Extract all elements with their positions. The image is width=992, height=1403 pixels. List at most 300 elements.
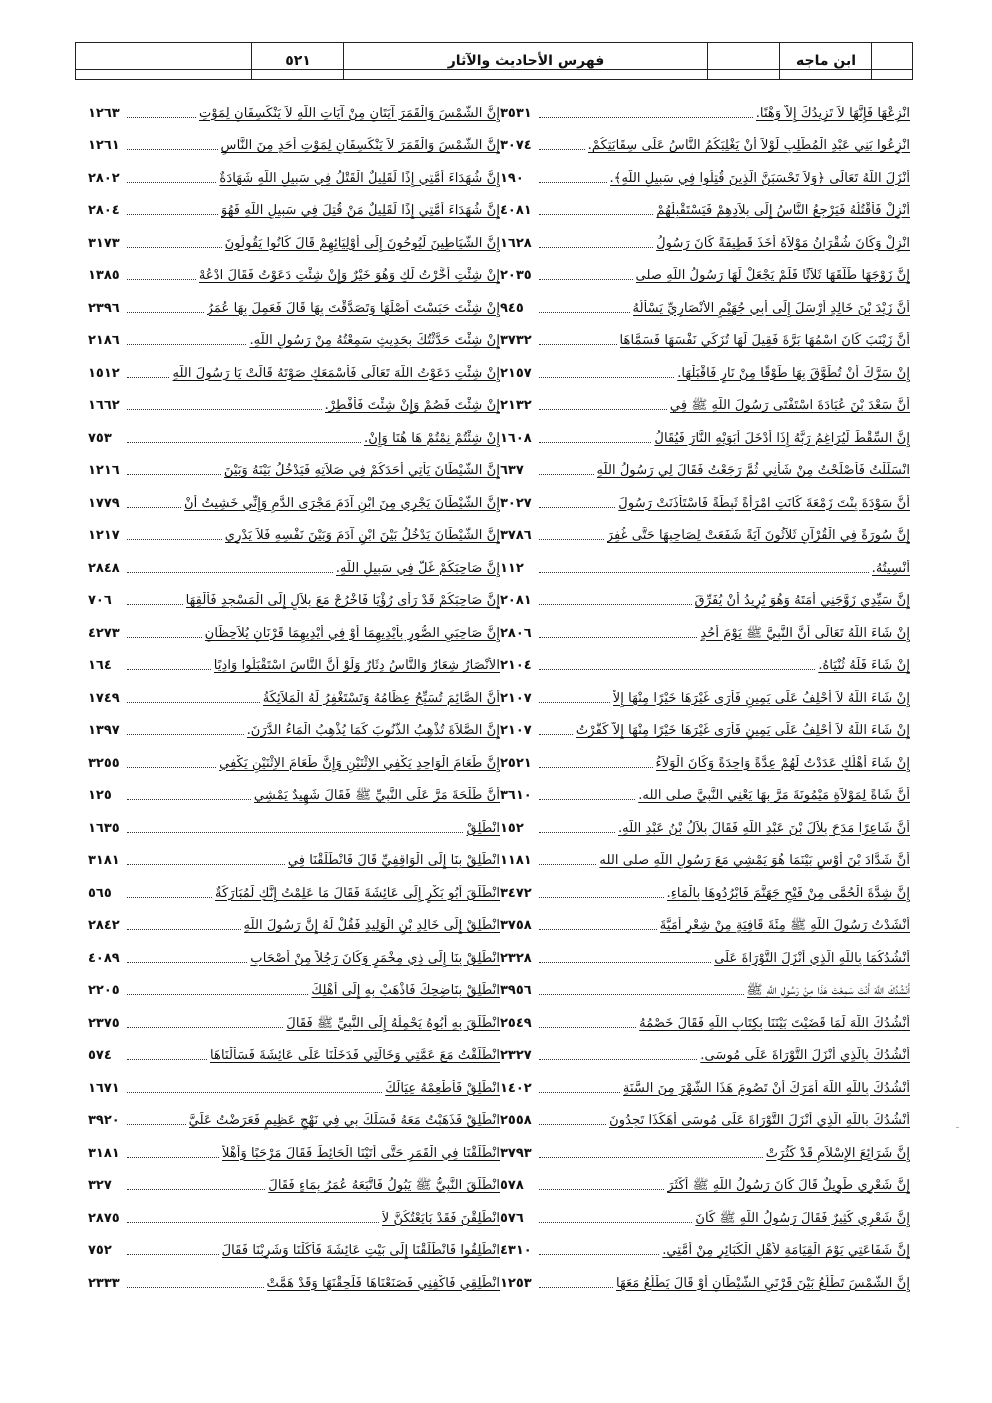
hadith-number: ٣٤٧٢: [500, 885, 532, 901]
leader-dots: [127, 507, 181, 508]
leader-dots: [539, 279, 633, 280]
hadith-number: ٤٠٨١: [500, 203, 532, 218]
hadith-number: ١٣٨٥: [88, 268, 120, 283]
hadith-number: ٢٨٠٤: [88, 203, 120, 218]
hadith-incipit: إِنْ شَاءَ اللَّهُ لاَ أَحْلِفُ عَلَى يَمِينٍ فَأَرَى غَيْرَهَا خَيْرًا مِنْهَا إِلاَّ: [612, 690, 910, 706]
header-blank: [708, 43, 780, 79]
hadith-number: ٢١٠٧: [500, 690, 532, 706]
leader-dots: [127, 214, 218, 215]
hadith-number: ١٤٠٢: [500, 1080, 532, 1096]
hadith-number: ٢٨٤٨: [88, 560, 120, 576]
leader-dots: [539, 572, 869, 573]
hadith-incipit: انْطَلِقْ بِنَا إِلَى ذِي مِخْمَرٍ وَكَانَ رَجُلاً مِنْ أَصْحَابِ: [250, 950, 500, 966]
hadith-number: ١٢١٦: [88, 463, 120, 478]
hadith-incipit: إِنَّ الشَّمْسَ وَالْقَمَرَ لاَ يَنْكَسِفَانِ لِمَوْتِ أَحَدٍ مِنَ النَّاسِ: [220, 138, 500, 153]
leader-dots: [539, 247, 653, 248]
leader-dots: [539, 377, 674, 378]
index-entry: [88, 383, 500, 416]
hadith-incipit: إِنَّ شَعْرِي كَثِيرٌ فَقَالَ رَسُولُ اللَّهِ ﷺ كَانَ: [695, 1210, 910, 1226]
hadith-number: ٢٨٤٢: [88, 918, 120, 933]
hadith-number: ٢٨٠٦: [500, 625, 532, 641]
index-entry: [88, 1163, 500, 1196]
leader-dots: [539, 539, 604, 540]
hadith-incipit: أَنْشُدُكَ اللَّهَ لَمَا قَضَيْتَ بَيْنَنَا بِكِتَابِ اللَّهِ فَقَالَ خَصْمُهُ: [639, 1015, 910, 1031]
leader-dots: [127, 767, 216, 768]
index-entry: [88, 643, 500, 676]
leader-dots: [539, 1222, 692, 1223]
leader-dots: [127, 409, 322, 410]
leader-dots: [539, 1189, 664, 1190]
hadith-number: ٦٣٧: [500, 463, 524, 478]
hadith-incipit: إِنَّ طَعَامَ الْوَاحِدِ يَكْفِي الاِثْنَيْنِ وَإِنَّ طَعَامَ الاِثْنَيْنِ يَكْفِي: [219, 755, 500, 771]
leader-dots: [539, 1027, 636, 1028]
hadith-number: ٥٦٥: [88, 885, 112, 901]
hadith-number: ٧٠٦: [88, 593, 112, 608]
leader-dots: [127, 247, 222, 248]
margin-mark: ـ: [956, 1120, 959, 1131]
hadith-incipit: إِنَّ شِدَّةَ الْحُمَّى مِنْ فَيْحِ جَهَنَّمَ فَابْرُدُوهَا بِالْمَاءِ.: [666, 885, 910, 901]
page-number: ٥٢١: [285, 53, 311, 69]
index-entry: [500, 903, 910, 936]
hadith-incipit: إِنَّ صَاحِبَكُمْ قَدْ رَأَى رُؤْيَا فَاخْرُجْ مَعَ بِلاَلٍ إِلَى الْمَسْجِدِ فَأَلْقِهَا: [185, 593, 500, 608]
index-entry: [500, 90, 910, 123]
hadith-incipit: أَنَّ زَيْدَ بْنَ خَالِدٍ أَرْسَلَ إِلَى أَبِي جُهَيْمٍ الأَنْصَارِيِّ يَسْأَلُهُ: [632, 300, 910, 316]
leader-dots: [539, 734, 573, 735]
leader-dots: [127, 1287, 264, 1288]
hadith-number: ٤٢٧٣: [88, 625, 120, 641]
hadith-incipit: إِنَّ السِّقْطَ لَيُرَاغِمُ رَبَّهُ إِذَا أَدْخَلَ أَبَوَيْهِ النَّارَ فَيُقَالُ: [654, 430, 910, 446]
leader-dots: [539, 1254, 659, 1255]
hadith-number: ٢٥٥٨: [500, 1113, 532, 1128]
index-entry: [88, 318, 500, 351]
leader-dots: [539, 409, 667, 410]
hadith-incipit: إِنَّ صَاحِبَيِ الصُّورِ بِأَيْدِيهِمَا أَوْ فِي أَيْدِيهِمَا قَرْنَانِ يُلاَحِظَانِ: [204, 625, 500, 641]
leader-dots: [127, 1124, 186, 1125]
index-entry: [88, 1195, 500, 1228]
leader-dots: [539, 1059, 697, 1060]
leader-dots: [127, 344, 246, 345]
hadith-incipit: إِنَّ صَاحِبَكُمْ غَلَّ فِي سَبِيلِ اللَّهِ.: [335, 560, 500, 576]
index-entry: [88, 285, 500, 318]
index-entry: [88, 1065, 500, 1098]
hadith-incipit: إِنْ شَاءَ اللَّهُ لاَ أَحْلِفُ عَلَى يَمِينٍ فَأَرَى غَيْرَهَا خَيْرًا مِنْهَا إِلاَّ كَفَّرْتُ: [575, 723, 910, 738]
index-entry: [500, 1228, 910, 1261]
index-entry: [88, 1130, 500, 1163]
leader-dots: [127, 1254, 219, 1255]
index-entry: [500, 968, 910, 1001]
index-entry: [500, 285, 910, 318]
index-entry: [500, 253, 910, 286]
index-entry: [88, 448, 500, 481]
hadith-number: ١٦٢٨: [500, 235, 532, 251]
leader-dots: [539, 994, 744, 995]
hadith-incipit: انْزِعُوا بَنِي عَبْدِ الْمُطَّلِبِ لَوْلاَ أَنْ يَغْلِبَكُمُ النَّاسُ عَلَى سِقَايَتِكُمْ.: [587, 138, 910, 153]
hadith-incipit: إِنَّ الشَّيْطَانَ يَدْخُلُ بَيْنَ ابْنِ آدَمَ وَبَيْنَ نَفْسِهِ فَلاَ يَدْرِي: [224, 528, 500, 543]
hadith-incipit: إِنَّ الشَّيْطَانَ يَأْتِي أَحَدَكُمْ فِي صَلاَتِهِ فَيَدْخُلُ بَيْنَهُ وَبَيْنَ: [223, 463, 500, 478]
hadith-incipit: أَنَّ سَعْدَ بْنَ عُبَادَةَ اسْتَفْتَى رَسُولَ اللَّهِ ﷺ فِي: [669, 398, 910, 413]
hadith-number: ١٢٦٣: [88, 105, 120, 121]
header-blank-left: [76, 43, 252, 79]
leader-dots: [127, 1059, 207, 1060]
hadith-incipit: انْطَلِقْنَ فَقَدْ بَايَعْتُكُنَّ لاَ: [381, 1210, 500, 1226]
index-entry: [500, 870, 910, 903]
hadith-incipit: إِنَّ شَعْرِي طَوِيلٌ قَالَ كَانَ رَسُولُ اللَّهِ ﷺ أَكْثَرَ: [667, 1178, 910, 1193]
index-entry: [500, 220, 910, 253]
hadith-number: ١٩٠: [500, 170, 524, 186]
hadith-number: ١٧٧٩: [88, 495, 120, 511]
leader-dots: [539, 312, 630, 313]
index-entry: [88, 805, 500, 838]
hadith-number: ٤٠٨٩: [88, 950, 120, 966]
hadith-incipit: انْطَلِقْ فَأَطْعِمْهُ عِيَالَكَ: [385, 1080, 500, 1096]
hadith-number: ٣١٨١: [88, 1145, 120, 1161]
index-title: فهرس الأحاديث والآثار: [447, 53, 605, 69]
hadith-incipit: أَنَّ طَلْحَةَ مَرَّ عَلَى النَّبِيِّ ﷺ فَقَالَ شَهِيدٌ يَمْشِي: [253, 788, 500, 803]
leader-dots: [127, 149, 218, 150]
leader-dots: [539, 1124, 606, 1125]
leader-dots: [127, 182, 216, 183]
hadith-number: ٢٢٠٥: [88, 983, 120, 998]
hadith-number: ٢١٥٧: [500, 365, 532, 381]
hadith-incipit: انْطَلَقَ بِهِ أَبُوهُ يَحْمِلُهُ إِلَى النَّبِيِّ ﷺ فَقَالَ: [286, 1015, 500, 1031]
hadith-incipit: أَنْشُدُكَ بِالَّذِي أَنْزَلَ التَّوْرَاةَ عَلَى مُوسَى.: [700, 1048, 910, 1063]
hadith-number: ٢٨٧٥: [88, 1210, 120, 1226]
page-header: [75, 42, 913, 80]
leader-dots: [127, 832, 463, 833]
index-entry: [500, 318, 910, 351]
hadith-number: ٩٤٥: [500, 300, 524, 316]
hadith-number: ٣٦١٠: [500, 788, 532, 803]
index-entry: [500, 383, 910, 416]
index-entry: [88, 220, 500, 253]
hadith-incipit: الأَنْصَارُ شِعَارٌ وَالنَّاسُ دِثَارٌ وَلَوْ أَنَّ النَّاسَ اسْتَقْبَلُوا وَادِيًا: [213, 658, 500, 673]
hadith-number: ٢١٣٢: [500, 398, 532, 413]
hadith-number: ٢٣٢٧: [500, 1048, 532, 1063]
hadith-number: ١٦٧١: [88, 1080, 120, 1096]
index-entry: [500, 1163, 910, 1196]
leader-dots: [127, 572, 333, 573]
hadith-number: ٢٣٢٨: [500, 950, 532, 966]
leader-dots: [539, 637, 697, 638]
leader-dots: [539, 962, 711, 963]
hadith-number: ١٧٤٩: [88, 690, 120, 706]
leader-dots: [127, 279, 196, 280]
hadith-incipit: إِنَّ الشَّمْسَ وَالْقَمَرَ آيَتَانِ مِنْ آيَاتِ اللَّهِ لاَ يَنْكَسِفَانِ لِمَوْتِ: [198, 105, 500, 121]
leader-dots: [127, 1092, 382, 1093]
leader-dots: [539, 1287, 613, 1288]
hadith-incipit: إِنَّ الشَّيْطَانَ يَجْرِي مِنَ ابْنِ آدَمَ مَجْرَى الدَّمِ وَإِنِّي خَشِيتُ أَنْ: [183, 495, 500, 511]
hadith-incipit: انْطَلِقْ بِنَا إِلَى الْوَاقِفِيِّ قَالَ فَانْطَلَقْنَا فِي: [287, 853, 500, 868]
hadith-incipit: انْطَلَقَ أَبُو بَكْرٍ إِلَى عَائِشَةَ فَقَالَ مَا عَلِمْتُ إِنَّكِ لَمُبَارَكَةٌ: [215, 885, 500, 901]
hadith-number: ٣٧٥٨: [500, 918, 532, 933]
index-entry: [88, 1260, 500, 1293]
leader-dots: [127, 604, 183, 605]
leader-dots: [539, 507, 615, 508]
hadith-incipit: إِنَّ شَفَاعَتِي يَوْمَ الْقِيَامَةِ لأَهْلِ الْكَبَائِرِ مِنْ أُمَّتِي.: [662, 1243, 910, 1258]
leader-dots: [127, 864, 285, 865]
leader-dots: [127, 377, 169, 378]
index-entry: [88, 708, 500, 741]
leader-dots: [539, 117, 753, 118]
header-blank-right: [872, 43, 912, 79]
hadith-incipit: أَنْشُدُكَ اللَّهَ أَنْتَ سَمِعْتَ هَذَا مِنْ رَسُولِ اللَّهِ ﷺ: [746, 983, 910, 998]
index-entry: [88, 480, 500, 513]
leader-dots: [127, 994, 308, 995]
leader-dots: [127, 734, 244, 735]
leader-dots: [127, 929, 241, 930]
hadith-number: ٢٣٧٥: [88, 1015, 120, 1031]
index-entry: [500, 350, 910, 383]
index-entry: [88, 350, 500, 383]
index-entry: [500, 578, 910, 611]
index-entry: [500, 1033, 910, 1066]
index-entry: [88, 545, 500, 578]
hadith-number: ١٢٥: [88, 788, 112, 803]
hadith-incipit: أُنْسِيتُهُ.: [871, 560, 910, 576]
leader-dots: [539, 929, 657, 930]
book-name: ابن ماجه: [795, 53, 857, 69]
hadith-incipit: إِنَّ سَيِّدِي زَوَّجَنِي أَمَتَهُ وَهُوَ يُرِيدُ أَنْ يُفَرِّقَ: [694, 593, 910, 608]
hadith-number: ١٢٥٣: [500, 1275, 532, 1291]
hadith-incipit: أَنَّ شَاعِرًا مَدَحَ بِلاَلَ بْنَ عَبْدِ اللَّهِ فَقَالَ بِلاَلُ بْنُ عَبْدِ اللَّهِ.: [617, 820, 910, 836]
index-entry: [500, 1260, 910, 1293]
hadith-number: ١٦٠٨: [500, 430, 532, 446]
hadith-incipit: إِنَّ شُهَدَاءَ أُمَّتِي إِذًا لَقَلِيلٌ الْقَتْلُ فِي سَبِيلِ اللَّهِ شَهَادَةٌ: [219, 170, 500, 186]
index-entry: [88, 935, 500, 968]
index-entry: [500, 740, 910, 773]
hadith-incipit: انْطَلِقْ بِنَاضِحِكَ فَاذْهَبْ بِهِ إِلَى أَهْلِكَ: [311, 983, 500, 998]
leader-dots: [127, 117, 196, 118]
index-entry: [88, 773, 500, 806]
leader-dots: [127, 702, 260, 703]
hadith-incipit: إِنْ شَاءَ فَلَهُ ثُنْيَاهُ.: [818, 658, 910, 673]
hadith-number: ٢١٨٦: [88, 333, 120, 348]
index-entry: [88, 740, 500, 773]
hadith-incipit: أَنَّ شَدَّادَ بْنَ أَوْسٍ بَيْنَمَا هُوَ يَمْشِي مَعَ رَسُولِ اللَّهِ صلى الله: [599, 853, 910, 868]
index-entry: [88, 675, 500, 708]
hadith-number: ١٢٦١: [88, 138, 120, 153]
hadith-incipit: أَنْشُدُكُمَا بِاللَّهِ الَّذِي أَنْزَلَ التَّوْرَاةَ عَلَى: [714, 950, 910, 966]
hadith-number: ١٥١٢: [88, 365, 120, 381]
index-entry: [88, 253, 500, 286]
index-entry: [500, 123, 910, 156]
index-entry: [500, 513, 910, 546]
hadith-incipit: انْطَلِقْ إِلَى خَالِدِ بْنِ الْوَلِيدِ فَقُلْ لَهُ إِنَّ رَسُولَ اللَّهِ: [243, 918, 500, 933]
leader-dots: [539, 702, 610, 703]
index-entry: [500, 643, 910, 676]
leader-dots: [539, 897, 664, 898]
index-entry: [500, 805, 910, 838]
leader-dots: [127, 669, 211, 670]
hadith-incipit: أَنْشُدُكَ بِاللَّهِ اللَّهَ أَمَرَكَ أَنْ تَصُومَ هَذَا الشَّهْرَ مِنَ السَّنَةِ: [622, 1080, 910, 1096]
hadith-number: ٢٥٤٩: [500, 1015, 532, 1031]
leader-dots: [539, 864, 596, 865]
hadith-number: ٣٧٩٣: [500, 1145, 532, 1161]
index-entry: [500, 415, 910, 448]
hadith-incipit: إِنْ شِئْتُمْ نِمْتُمْ هَا هُنَا وَإِنْ.: [364, 430, 500, 446]
hadith-incipit: إِنَّ الشَّمْسَ تَطْلُعُ بَيْنَ قَرْنَيِ الشَّيْطَانِ أَوْ قَالَ يَطْلُعُ مَعَهَا: [615, 1275, 910, 1291]
hadith-number: ١١٢: [500, 560, 524, 576]
index-entry: [500, 1000, 910, 1033]
hadith-incipit: إِنَّ شَرَائِعَ الإِسْلاَمِ قَدْ كَثُرَتْ: [765, 1145, 910, 1161]
leader-dots: [127, 1027, 283, 1028]
index-entry: [500, 935, 910, 968]
leader-dots: [127, 1157, 219, 1158]
hadith-number: ١٢١٧: [88, 528, 120, 543]
hadith-number: ١٦٣٥: [88, 820, 120, 836]
hadith-incipit: إِنَّ شُهَدَاءَ أُمَّتِي إِذًا لَقَلِيلٌ مَنْ قُتِلَ فِي سَبِيلِ اللَّهِ فَهُوَ: [220, 203, 500, 218]
index-entry: [88, 610, 500, 643]
leader-dots: [127, 539, 222, 540]
leader-dots: [539, 214, 653, 215]
leader-dots: [539, 604, 692, 605]
hadith-incipit: إِنْ شَاءَ اللَّهُ تَعَالَى أَنَّ النَّبِيَّ ﷺ يَوْمَ أُحُدٍ: [700, 625, 910, 641]
leader-dots: [539, 799, 635, 800]
left-column: [88, 90, 500, 1293]
leader-dots: [127, 962, 247, 963]
index-entry: [500, 1130, 910, 1163]
hadith-number: ٣٩٥٦: [500, 983, 532, 998]
hadith-number: ٢٠٨١: [500, 593, 532, 608]
hadith-number: ٢١٠٧: [500, 723, 532, 738]
leader-dots: [127, 897, 212, 898]
hadith-number: ٣٩٢٠: [88, 1113, 120, 1128]
hadith-number: ٣٧٣٢: [500, 333, 532, 348]
leader-dots: [127, 637, 202, 638]
hadith-number: ٥٧٤: [88, 1048, 112, 1063]
hadith-incipit: إِنَّ سُورَةً فِي الْقُرْآنِ ثَلاَثُونَ آيَةً شَفَعَتْ لِصَاحِبِهَا حَتَّى غُفِرَ: [606, 528, 910, 543]
hadith-number: ٢٥٢١: [500, 755, 532, 771]
hadith-number: ٣٢٥٥: [88, 755, 120, 771]
index-entry: [500, 610, 910, 643]
leader-dots: [127, 1222, 379, 1223]
index-entry: [88, 415, 500, 448]
hadith-incipit: انْطَلَقْنَا فِي الْقَمَرِ حَتَّى أَتَيْنَا الْحَائِطَ فَقَالَ مَرْحَبًا وَأَهْلاً: [221, 1145, 500, 1161]
index-entry: [88, 123, 500, 156]
hadith-number: ١٦٦٢: [88, 398, 120, 413]
index-entry: [88, 578, 500, 611]
leader-dots: [539, 344, 617, 345]
hadith-incipit: انْطَلِقِي فَاكْفِنِي فَصَنَعْنَاهَا فَلَحِقْنَهَا وَقَدْ هَمَّتْ: [266, 1275, 500, 1291]
index-entry: [500, 188, 910, 221]
hadith-incipit: إِنْ شَاءَ أَهْلُكِ عَدَدْتُ لَهُمْ عِدَّةً وَاحِدَةً وَكَانَ الْوَلاَءُ: [655, 755, 910, 771]
index-entry: [500, 155, 910, 188]
leader-dots: [539, 832, 615, 833]
hadith-incipit: انْزِعْهَا فَإِنَّهَا لاَ تَزِيدُكَ إِلاَّ وَهْنًا.: [755, 105, 910, 121]
leader-dots: [539, 474, 594, 475]
hadith-incipit: إِنْ سَرَّكَ أَنْ تُطَوَّقَ بِهَا طَوْقًا مِنْ نَارٍ فَاقْبَلْهَا.: [677, 365, 910, 381]
index-entry: [500, 480, 910, 513]
hadith-number: ٧٥٣: [88, 430, 112, 446]
hadith-incipit: انْطَلَقْتُ مَعَ عَمَّتِي وَخَالَتِي فَدَخَلْنَا عَلَى عَائِشَةَ فَسَأَلْنَاهَا: [210, 1048, 500, 1063]
hadith-incipit: أَنْشُدُكَ بِاللَّهِ الَّذِي أَنْزَلَ التَّوْرَاةَ عَلَى مُوسَى أَهَكَذَا تَجِدُونَ: [609, 1113, 910, 1128]
leader-dots: [127, 312, 204, 313]
hadith-number: ٥٧٨: [500, 1178, 524, 1193]
hadith-number: ٣٧٨٦: [500, 528, 532, 543]
hadith-number: ٢٨٠٢: [88, 170, 120, 186]
hadith-incipit: إِنَّ الصَّلاَةَ تُذْهِبُ الذُّنُوبَ كَمَا يُذْهِبُ الْمَاءُ الدَّرَنَ.: [246, 723, 500, 738]
index-entry: [88, 903, 500, 936]
leader-dots: [127, 442, 361, 443]
index-entry: [500, 1195, 910, 1228]
right-column: [500, 90, 910, 1293]
hadith-number: ٢٣٩٦: [88, 300, 120, 316]
hadith-number: ٣٠٢٧: [500, 495, 532, 511]
index-entry: [500, 675, 910, 708]
hadith-number: ٣٠٧٤: [500, 138, 532, 153]
leader-dots: [539, 1092, 620, 1093]
hadith-incipit: انْطَلَقَ النَّبِيُّ ﷺ يَبُولُ فَاتَّبَعَهُ عُمَرُ بِمَاءٍ فَقَالَ: [268, 1178, 500, 1193]
index-entry: [500, 448, 910, 481]
hadith-number: ٢٠٣٥: [500, 268, 532, 283]
hadith-incipit: إِنْ شِئْتَ حَبَسْتَ أَصْلَهَا وَتَصَدَّقْتَ بِهَا قَالَ فَعَمِلَ بِهَا عُمَرُ: [206, 300, 500, 316]
index-entry: [88, 90, 500, 123]
index-entry: [88, 1228, 500, 1261]
hadith-incipit: إِنْ شِئْتِ دَعَوْتُ اللَّهَ تَعَالَى فَأَسْمَعَكِ صَوْتَهُ قَالَتْ يَا رَسُولَ اللَّهِ: [172, 365, 500, 381]
hadith-incipit: إِنَّ زَوْجَهَا طَلَّقَهَا ثَلاَثًا فَلَمْ يَجْعَلْ لَهَا رَسُولُ اللَّهِ صلى: [635, 268, 910, 283]
hadith-number: ١١٨١: [500, 853, 532, 868]
index-entry: [500, 545, 910, 578]
hadith-incipit: انْطَلِقْ فَذَهَبْتُ مَعَهُ فَسَلَكَ بِي فِي نَهْجٍ عَظِيمٍ فَعَرَضْتُ عَلَيَّ: [188, 1113, 500, 1128]
hadith-number: ١٥٢: [500, 820, 524, 836]
index-entry: [88, 968, 500, 1001]
index-entry: [88, 1033, 500, 1066]
hadith-incipit: انْزِلْ وَكَانَ شُقْرَانُ مَوْلاَهُ أَخَذَ قَطِيفَةً كَانَ رَسُولُ: [656, 235, 910, 251]
hadith-number: ٣٢٧: [88, 1178, 112, 1193]
index-entry: [88, 1098, 500, 1131]
hadith-incipit: أَنَّ سَوْدَةَ بِنْتَ زَمْعَةَ كَانَتِ امْرَأَةً ثَبِطَةً فَاسْتَأْذَنَتْ رَسُولَ: [618, 495, 910, 511]
hadith-incipit: إِنْ شِئْتِ أَخَّرْتُ لَكِ وَهُوَ خَيْرٌ وَإِنْ شِئْتِ دَعَوْتُ فَقَالَ ادْعُهْ: [198, 268, 500, 283]
hadith-incipit: أَنَّ زَيْنَبَ كَانَ اسْمُهَا بَرَّةَ فَقِيلَ لَهَا تُزَكِّي نَفْسَهَا فَسَمَّاهَا: [619, 333, 910, 348]
index-entry: [88, 870, 500, 903]
hadith-incipit: انْسَلَلْتُ فَأَصْلَحْتُ مِنْ شَأْنِي ثُمَّ رَجَعْتُ فَقَالَ لِي رَسُولُ اللَّهِ: [596, 463, 910, 478]
index-entry: [88, 838, 500, 871]
index-entry: [500, 708, 910, 741]
hadith-number: ٤٣١٠: [500, 1243, 532, 1258]
leader-dots: [539, 1157, 763, 1158]
leader-dots: [127, 1189, 265, 1190]
hadith-incipit: أَنْزَلَ اللَّهُ تَعَالَى ﴿وَلاَ تَحْسَبَنَّ الَّذِينَ قُتِلُوا فِي سَبِيلِ اللَّهِ﴾.: [609, 170, 910, 186]
hadith-incipit: انْطَلِقْ: [466, 820, 500, 836]
hadith-incipit: إِنْ شِئْتَ حَدَّثْتُكَ بِحَدِيثٍ سَمِعْتُهُ مِنْ رَسُولِ اللَّهِ.: [249, 333, 500, 348]
index-entry: [500, 1065, 910, 1098]
hadith-number: ٣١٧٣: [88, 235, 120, 251]
leader-dots: [539, 149, 585, 150]
leader-dots: [539, 182, 607, 183]
hadith-number: ٧٥٢: [88, 1243, 112, 1258]
hadith-number: ٢٣٣٣: [88, 1275, 120, 1291]
hadith-number: ١٦٤: [88, 658, 112, 673]
hadith-number: ٥٧٦: [500, 1210, 524, 1226]
leader-dots: [539, 767, 653, 768]
hadith-incipit: إِنْ شِئْتَ فَصُمْ وَإِنْ شِئْتَ فَأَفْطِرْ.: [324, 398, 500, 413]
leader-dots: [539, 442, 651, 443]
hadith-incipit: أَنَّ شَاةً لِمَوْلاَةِ مَيْمُونَةَ مَرَّ بِهَا يَعْنِي النَّبِيَّ صلى الله.: [638, 788, 910, 803]
hadith-number: ٣٥٣١: [500, 105, 532, 121]
index-entry: [88, 1000, 500, 1033]
index-entry: [88, 188, 500, 221]
index-entry: [500, 1098, 910, 1131]
index-entry: [88, 513, 500, 546]
index-entry: [500, 838, 910, 871]
hadith-number: ٢١٠٤: [500, 658, 532, 673]
leader-dots: [127, 799, 251, 800]
leader-dots: [127, 474, 221, 475]
hadith-number: ١٣٩٧: [88, 723, 120, 738]
hadith-incipit: أَنَّ الصَّائِمَ تُسَبِّحُ عِظَامُهُ وَتَسْتَغْفِرُ لَهُ الْمَلاَئِكَةُ: [262, 690, 500, 706]
hadith-incipit: إِنَّ الشَّيَاطِينَ لَيُوحُونَ إِلَى أَوْلِيَائِهِمْ قَالَ كَانُوا يَقُولُونَ: [224, 235, 500, 251]
index-entry: [88, 155, 500, 188]
